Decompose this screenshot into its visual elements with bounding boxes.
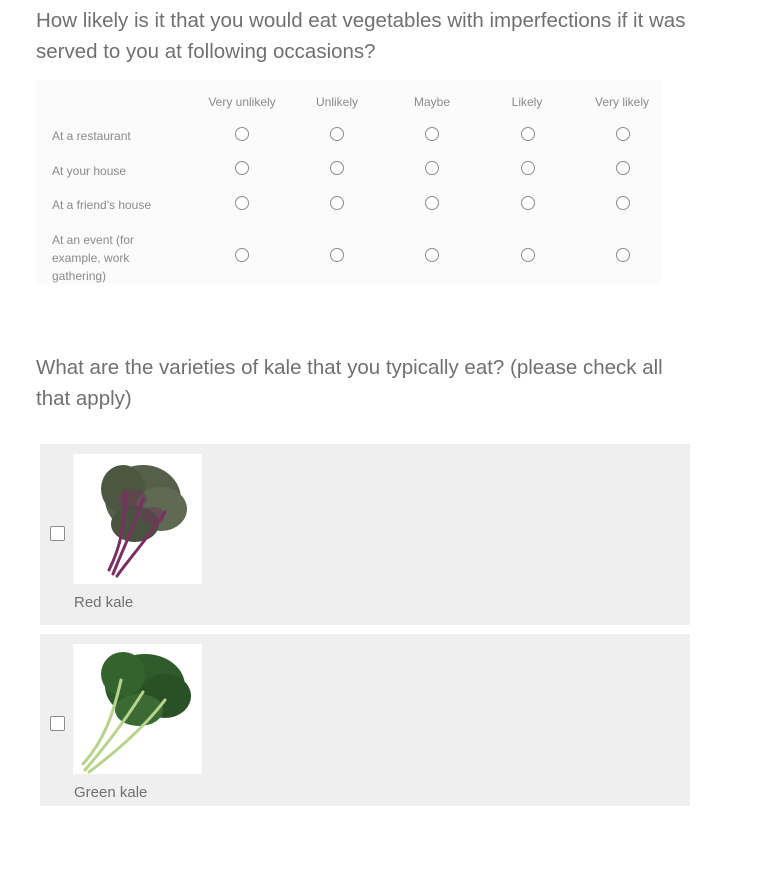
radio-event-maybe[interactable] bbox=[425, 248, 439, 262]
row-label-your-house: At your house bbox=[52, 164, 127, 178]
question-2-title: What are the varieties of kale that you typically eat? (please check all that apply) bbox=[36, 356, 663, 410]
radio-restaurant-likely[interactable] bbox=[521, 127, 535, 141]
checkbox-red-kale[interactable] bbox=[50, 526, 65, 541]
checkbox-green-kale[interactable] bbox=[50, 716, 65, 731]
choice-label-red-kale: Red kale bbox=[74, 594, 134, 611]
radio-restaurant-unlikely[interactable] bbox=[330, 127, 344, 141]
red-kale-image[interactable] bbox=[73, 454, 202, 584]
radio-your-house-very-unlikely[interactable] bbox=[235, 161, 249, 175]
column-header-very-unlikely: Very unlikely bbox=[208, 95, 276, 109]
radio-event-likely[interactable] bbox=[521, 248, 535, 262]
green-kale-image[interactable] bbox=[73, 644, 202, 774]
radio-friends-house-unlikely[interactable] bbox=[330, 196, 344, 210]
row-label-restaurant: At a restaurant bbox=[52, 129, 131, 143]
radio-friends-house-very-unlikely[interactable] bbox=[235, 196, 249, 210]
question-1-title: How likely is it that you would eat vegetables with imperfections if it was served to you at following occasions? bbox=[36, 9, 686, 63]
row-label-event: At an event (for example, work gathering) bbox=[52, 233, 135, 283]
radio-friends-house-maybe[interactable] bbox=[425, 196, 439, 210]
radio-your-house-likely[interactable] bbox=[521, 161, 535, 175]
column-header-very-likely: Very likely bbox=[594, 95, 650, 109]
column-header-unlikely: Unlikely bbox=[315, 95, 358, 109]
choice-red-kale[interactable] bbox=[40, 444, 690, 625]
likelihood-matrix bbox=[36, 80, 662, 284]
radio-restaurant-very-likely[interactable] bbox=[616, 127, 630, 141]
radio-friends-house-very-likely[interactable] bbox=[616, 196, 630, 210]
column-header-maybe: Maybe bbox=[413, 95, 451, 109]
radio-your-house-maybe[interactable] bbox=[425, 161, 439, 175]
radio-restaurant-maybe[interactable] bbox=[425, 127, 439, 141]
radio-event-very-unlikely[interactable] bbox=[235, 248, 249, 262]
radio-restaurant-very-unlikely[interactable] bbox=[235, 127, 249, 141]
radio-your-house-very-likely[interactable] bbox=[616, 161, 630, 175]
radio-your-house-unlikely[interactable] bbox=[330, 161, 344, 175]
radio-event-very-likely[interactable] bbox=[616, 248, 630, 262]
choice-green-kale[interactable] bbox=[40, 634, 690, 806]
row-label-friends-house: At a friend's house bbox=[52, 198, 152, 212]
red-kale-icon bbox=[73, 454, 202, 584]
choice-label-green-kale: Green kale bbox=[74, 784, 148, 801]
green-kale-icon bbox=[73, 644, 202, 774]
column-header-likely: Likely bbox=[511, 95, 543, 109]
radio-friends-house-likely[interactable] bbox=[521, 196, 535, 210]
radio-event-unlikely[interactable] bbox=[330, 248, 344, 262]
